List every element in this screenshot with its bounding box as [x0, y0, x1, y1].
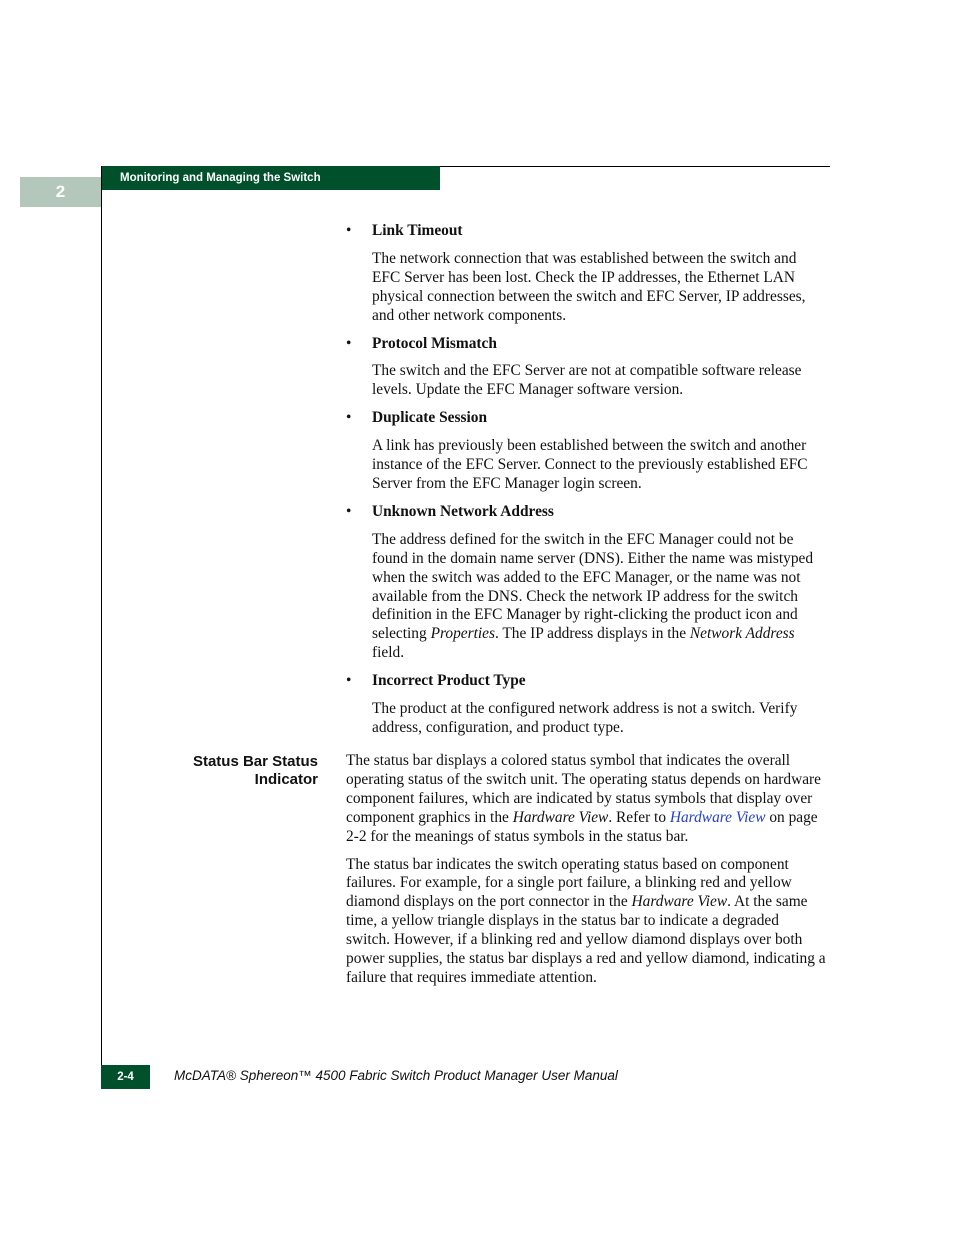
bullet-description — [372, 531, 826, 663]
bullet-title: Link Timeout — [372, 222, 463, 239]
bullet-icon: • — [346, 334, 352, 352]
text-run: on page 2-2 for the meanings of status symbols in the status bar. — [346, 808, 818, 845]
text-run: . At the same time, a yellow triangle displays in the status bar to indicate a degraded switch. However, if a blinking red and yellow diamond displays over both power supplies, the status bar displays a red and yellow diamond, indicating a failure that requires immediate attention. — [346, 893, 826, 986]
text-run: The status bar indicates the switch operating status based on component failures. For example, for a single port failure, a blinking red and yellow diamond displays on the port connector in the — [346, 855, 792, 911]
text-run: The address defined for the switch in the EFC Manager could not be found in the domain name server (DNS). Either the name was mistyped when the switch was added to the EFC Manager, or the name was not available from the DNS. Check the network IP address for the switch definition in the EFC Manager by right-clicking the product icon and selecting — [372, 530, 814, 643]
bullet-icon: • — [346, 672, 352, 690]
text-run: . The IP address displays in the — [494, 625, 690, 643]
section-body — [346, 752, 826, 997]
bullet-description — [372, 437, 826, 494]
bullet-description — [372, 250, 826, 326]
body-paragraph — [346, 856, 826, 988]
bullet-item — [346, 222, 826, 326]
header-rule — [440, 166, 830, 167]
bullet-description — [372, 362, 826, 400]
bullet-title: Protocol Mismatch — [372, 334, 497, 352]
text-run: field. — [372, 644, 405, 662]
text-run: The network connection that was established between the switch and EFC Server has been lost. Check the IP addresses, the Ethernet LAN physical connection between the switch and EFC Server, IP addresses, and other network components. — [372, 249, 806, 324]
bullet-title: Incorrect Product Type — [372, 672, 526, 690]
footer-book-title: McDATA® Sphereon™ 4500 Fabric Switch Product Manager User Manual — [174, 1068, 618, 1083]
status-message-list — [346, 222, 826, 747]
cross-reference-link[interactable]: Hardware View — [669, 808, 766, 826]
bullet-icon: • — [346, 222, 352, 239]
section-heading-line-2: Indicator — [254, 771, 318, 788]
body-paragraph — [346, 752, 826, 847]
bullet-description — [372, 700, 826, 738]
bullet-item — [346, 409, 826, 494]
bullet-icon: • — [346, 502, 352, 520]
emphasized-text: Hardware View — [512, 808, 609, 826]
bullet-item — [346, 335, 826, 401]
running-header-title: Monitoring and Managing the Switch — [101, 166, 440, 190]
emphasized-text: Network Address — [689, 625, 795, 643]
text-run: The status bar displays a colored status symbol that indicates the overall operating status of the switch unit. The operating status depends on hardware component failures, which are indicated by status symbols that display over component graphics in the — [346, 752, 821, 826]
text-run: The switch and the EFC Server are not at compatible software release levels. Update the EFC Manager software version. — [372, 362, 802, 399]
page-number: 2-4 — [101, 1065, 150, 1089]
bullet-title: Duplicate Session — [372, 409, 488, 427]
emphasized-text: Hardware View — [631, 893, 728, 911]
text-run: The product at the configured network address is not a switch. Verify address, configuration, and product type. — [372, 700, 798, 736]
emphasized-text: Properties — [430, 625, 495, 643]
left-margin-rule — [101, 166, 102, 1089]
section-heading-line-1: Status Bar Status — [192, 753, 318, 770]
bullet-title: Unknown Network Address — [372, 502, 554, 520]
text-run: . Refer to — [608, 808, 670, 826]
section-heading — [150, 753, 318, 789]
bullet-icon: • — [346, 409, 352, 427]
text-run: A link has previously been established between the switch and another instance of the EFC Server. Connect to the previously established EFC Server from the EFC Manager login screen. — [372, 437, 808, 492]
chapter-number-tab: 2 — [20, 177, 101, 207]
bullet-item — [346, 672, 826, 738]
bullet-item — [346, 503, 826, 663]
